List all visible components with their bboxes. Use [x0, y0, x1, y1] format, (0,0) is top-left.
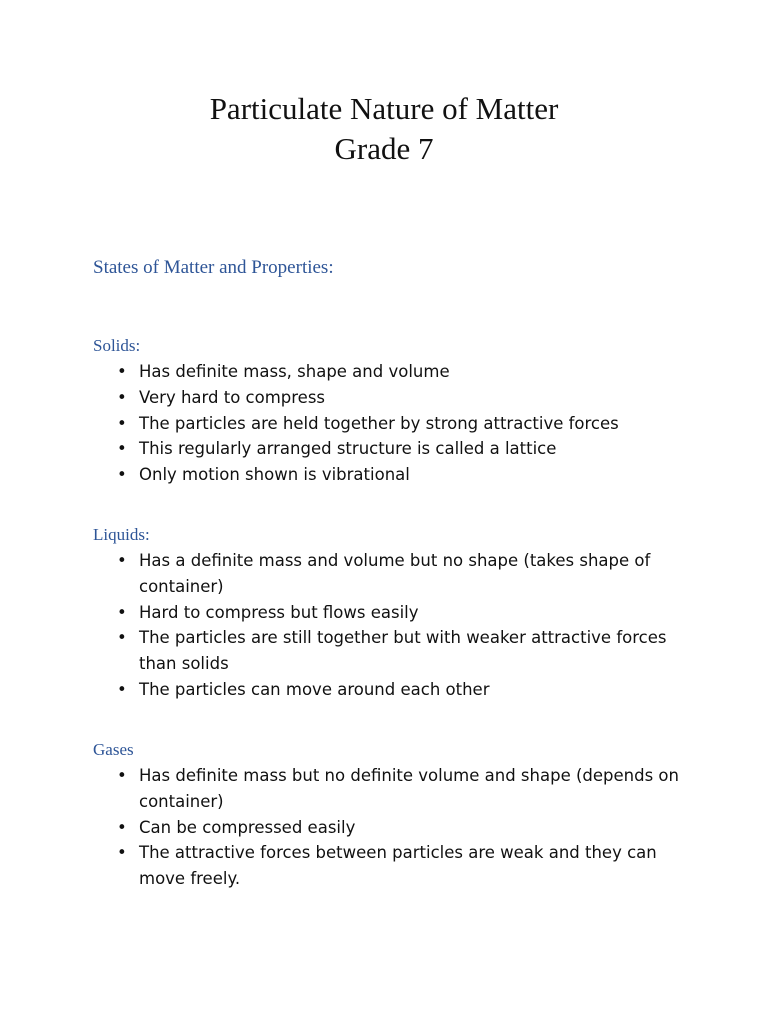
list-item: • Has definite mass but no definite volume and shape (depends on container) [139, 763, 699, 815]
list-item: • Very hard to compress [139, 385, 699, 411]
solids-list [139, 359, 699, 488]
document-title: Particulate Nature of Matter [209, 91, 559, 126]
list-item: • Has a definite mass and volume but no shape (takes shape of container) [139, 548, 699, 600]
list-item: • The particles are held together by strong attractive forces [139, 411, 699, 437]
list-item: • The particles are still together but with weaker attractive forces than solids [139, 625, 699, 677]
list-item: • Hard to compress but flows easily [139, 600, 699, 626]
list-item: • The particles can move around each other [139, 677, 699, 703]
liquids-heading: Liquids: [93, 525, 150, 544]
list-item: • Can be compressed easily [139, 815, 699, 841]
list-item: • This regularly arranged structure is called a lattice [139, 436, 699, 462]
solids-heading: Solids: [93, 336, 141, 355]
section-heading-states-of-matter: States of Matter and Properties: [93, 257, 334, 278]
list-item: • The attractive forces between particles are weak and they can move freely. [139, 840, 699, 892]
list-item: • Has definite mass, shape and volume [139, 359, 699, 385]
document-subtitle-grade: Grade 7 [334, 131, 434, 166]
gases-list [139, 763, 699, 892]
liquids-list [139, 548, 699, 703]
list-item: • Only motion shown is vibrational [139, 462, 699, 488]
gases-heading: Gases [93, 740, 134, 759]
